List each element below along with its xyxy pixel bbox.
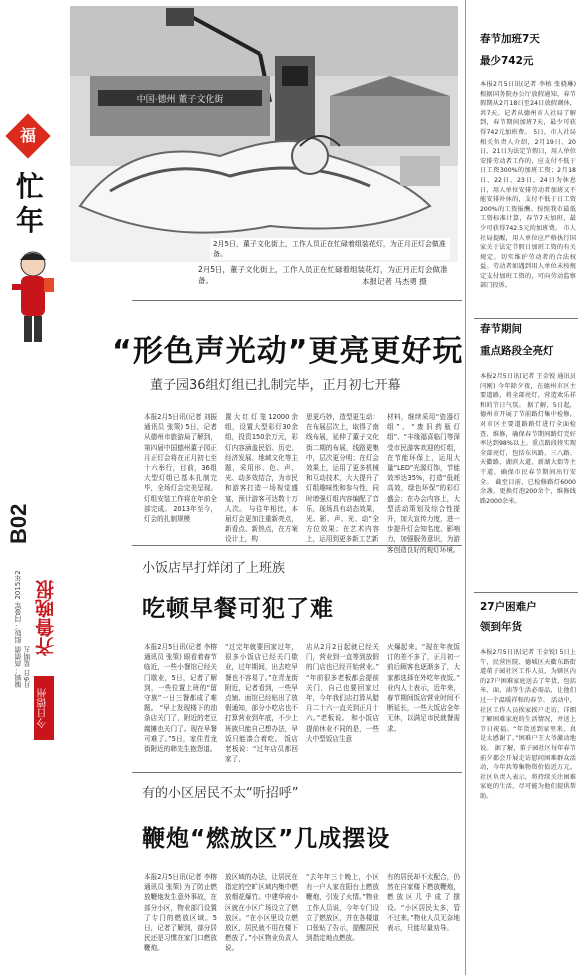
- r3-headline-line1: 27户困难户: [480, 601, 537, 613]
- article1-col-3: 思更巧妙，造型更生动：在布展层次上，取得了南线布展，延伸了董子文化街二期的布展，线路更集中，层次更分明；在灯会效果上，运用了更多机械和互动技术，大大提升了灯组趣味性和参与性，同时增强灯组内容编配了音乐，现场具有动态效果，光、影、声、光、动”全方位效果；在艺术内容上，运用到更多新工艺新: [306, 413, 379, 544]
- main-column: [62, 0, 466, 975]
- r2-headline-line1: 春节期间: [480, 323, 522, 335]
- editor-info: 编辑：高倩倩 组版：闫曼军 2015年2月6日 星期五: [14, 570, 31, 688]
- left-margin: [0, 0, 62, 975]
- article1-col-2: 置大红灯笼12000余组，设置大型彩灯30余组，投资150余万元，彩灯内容涵盖民俗、历史、经济发展、地域文化等主题，采用形、色、声、光、动多效结合，为市民和游客打造一场视觉盛宴，预计游客可达数十万人次。 与往年相比，本届灯会更加注重新亮点，新看点、新热点，在方案设计上，构: [225, 413, 298, 544]
- lantern-photo: [70, 6, 458, 262]
- r2-headline-line2: 重点路段全亮灯: [480, 345, 554, 357]
- article1-body: [144, 412, 460, 554]
- photo-sign-text: 中国·德州 董子文化街: [136, 95, 224, 105]
- divider: [132, 545, 462, 546]
- fu-character: 福: [19, 126, 36, 145]
- photo-scene: [70, 6, 458, 262]
- page-code: B02: [6, 503, 31, 545]
- article2-col-1: 本报2月5日讯(记者 李榕 通讯员 张策) 眼看着春节临近，一些小餐馆已经关门歇业，5日，记者了解到，一些位置上班的“留守族”一日三餐都成了难题。 “早上发现楼下的油条店关门了，附近的老豆腐摊也关门了。现在早餐可难了。”5日，家住青龙街附近的韩先生抱怨道。: [144, 643, 217, 754]
- festival-mascot-illustration: [6, 118, 58, 368]
- article2-body: [144, 642, 460, 767]
- r1-headline-line1: 春节加班7天: [480, 33, 540, 45]
- article2-col-3: 店从2月2日起就已经关门，营业到一直等到放假的门店也已经开始营业。” “年前很多老板都会提前关门，自己也要回家过年，今年我们店打算从腊月二十六一直关到正月十六。”老板说。 和小饭店提前休业不同的是，一些大中型饭店生意: [306, 643, 379, 743]
- article3-col-3: “去年年三十晚上，小区有一户人家在阳台上燃放鞭炮，引发了火情。”物业工作人员说，今年专门设立了燃放区，并在各楼道口张贴了告示，提醒居民到指定地点燃放。: [306, 873, 379, 943]
- divider: [132, 300, 462, 301]
- article1-headline: “形色声光动”更亮更好玩: [112, 334, 464, 369]
- newspaper-masthead: 齐鲁晚报: [35, 580, 57, 656]
- r3-headline-line2: 领到年货: [480, 621, 522, 633]
- r2-body: 本报2月5日讯(记者 王金锐 通讯员 闫刚) 今年除夕夜，在德州市区主要道路，将全部亮灯，营造欢乐祥和的节日气氛。 据了解，5日起，德州市开展了节前路灯集中检修，对市区主要道路路灯进行全面检查、维修，确保春节期间路灯完好率达到98%以上。重点路段将实现全部亮灯，包括东风路、三八路、天衢路、湖滨大道、新湖大街等主干道，确保市民春节期间出行安全。 截至目前，已检修路灯6000余盏，更换灯泡200余个，维修线路2000余米。: [480, 373, 576, 505]
- article1-subhead: 董子园36组灯组已扎制完毕，正月初七开幕: [150, 378, 401, 393]
- article3-col-2: 放区域的办法，让居民在指定的空旷区域内集中燃放烟花爆竹。中建华府小区就在小区广场设立了燃放区。“在小区里设立燃放区，居民就不用在楼下燃放了。”小区物业负责人说。: [225, 873, 298, 953]
- article3-headline: 鞭炮“燃放区”几成摆设: [142, 826, 391, 852]
- section-tag: 今日德州: [34, 676, 54, 740]
- article2-kicker: 小饭店早打烊闭了上班族: [142, 561, 286, 576]
- child-figure-icon: [10, 248, 56, 358]
- article3-kicker: 有的小区居民不太“听招呼”: [142, 786, 299, 801]
- article1-col-4: 材料，继续采用“瓷器灯组”、“废旧药瓶灯组”、“丰缘福喜临门等深受市民游客欢迎的灯组，在节能环保上，运用大量“LED”光源灯饰，节能效率达35%，打造“低耗高效，绿色环保”的彩灯盛会；在办会内容上，大型活动策划及综合性提升，加大宣传力度，进一步提升灯会知名度、影响力，加强服务意识，为游客创造良好的观灯环境。: [387, 413, 460, 554]
- photo-overlay-caption: 2月5日，董子文化街上，工作人员正在忙碌着组装花灯，为正月正灯会做准备。: [210, 238, 450, 260]
- article1-col-1: 本报2月5日讯(记者 刘振 通讯员 张策) 5日，记者从德州市旅游局了解到，第四届中国德州董子园正月正灯会将在正月初七至十六举行，目前，36组大型灯组已基本扎制完毕，全场灯会完美呈现。灯组安装工作将在年前全部完成。 2013年至今，灯会的扎制规模: [144, 413, 217, 524]
- mascot-title: 忙年: [15, 170, 44, 237]
- photo-credit: 本报记者 马杰勇 摄: [362, 277, 427, 286]
- divider: [474, 318, 578, 319]
- article2-col-2: “过完年就要回家过年，很多小饭店已经关门歇业，过年期间，出去吃早餐也不容易了。”在青龙街附近，记者看到，一些早点铺、面馆已经贴出了放假通知，部分小吃店也不打算营业到年底，不少上班族只能自己想办法，早饭只能凑合着吃。 饭店老板说：“过年店员都回家了，: [225, 643, 298, 764]
- fu-diamond-badge: [5, 113, 50, 158]
- article3-col-4: 有的居民却不太配合，仍然在自家楼下燃放鞭炮，燃放区几乎成了摆设。“小区居民太多，管不过来。”物业人员无奈地表示，只能尽量劝导。: [387, 873, 460, 933]
- r1-body: 本报2月5日讯(记者 李榕 张骁琳) 根据国务院办公厅放假通知，春节假期从2月18日至24日放假调休，共7天。记者从德州市人社局了解到，春节期间加班7天，最少可获得742元加班费。 5日，市人社局相关负责人介绍，2月19日、20日、21日为法定节假日，用人单位安排劳动者工作的，应支付不低于日工资300%的加班工资；2月18日、22日、23日、24日为休息日，用人单位安排劳动者加班又不能安排补休的，支付不低于日工资200%的工资报酬。按照我市最低工资标准计算，春节7天加班，最少可获得742.5元的加班费。 市人社局提醒，用人单位应严格执行国家关于法定节假日加班工资的有关规定，切实维护劳动者的合法权益。劳动者如遇到用人单位未按规定支付加班工资的，可向劳动监察部门投诉。: [480, 81, 576, 290]
- article3-body: [144, 872, 460, 972]
- r1-headline-line2: 最少742元: [480, 55, 534, 67]
- divider: [474, 592, 578, 593]
- photo-caption: 2月5日，董子文化街上，工作人员正在忙碌着组装花灯，为正月正灯会做准备。: [198, 265, 448, 285]
- article3-col-1: 本报2月5日讯(记者 李榕 通讯员 张策) 为了防止燃放鞭炮发生意外事故，在部分小区，物业部门设置了专门的燃放区域。5日，记者了解到，部分居民还是习惯在家门口燃放鞭炮。: [144, 873, 217, 953]
- right-column: [468, 0, 580, 975]
- article2-headline: 吃顿早餐可犯了难: [142, 596, 334, 622]
- divider: [132, 772, 462, 773]
- r3-body: 本报2月5日讯(记者 王金锐) 5日上午，民营医院、德城区天衢东路街道董子园社区工作人员，为辖区内的27户困难家庭送去了年货，包括米、面、油等生活必需品，让他们过一个温暖祥和的春节。 活动中，社区工作人员挨家挨户走访，详细了解困难家庭的生活情况，并送上节日祝福。“年货送到家里来，真是太感谢了。”困难户王大爷激动地说。 据了解，董子园社区每年春节前夕都会开展走访慰问困难群众活动，今年共筹集物资价值近万元。社区负责人表示，将持续关注困难家庭的生活，尽可能为他们提供帮助。: [480, 649, 576, 800]
- article2-col-4: 火爆起来。“现在年夜饭订的差不多了，正月初一前后顾客也逐渐多了，大家都选择在外吃年夜饭。” 业内人士表示，近年来，春节期间饭店营业时间不断延长，一些大饭店全年无休，以满足市民就餐需求。: [387, 643, 460, 733]
